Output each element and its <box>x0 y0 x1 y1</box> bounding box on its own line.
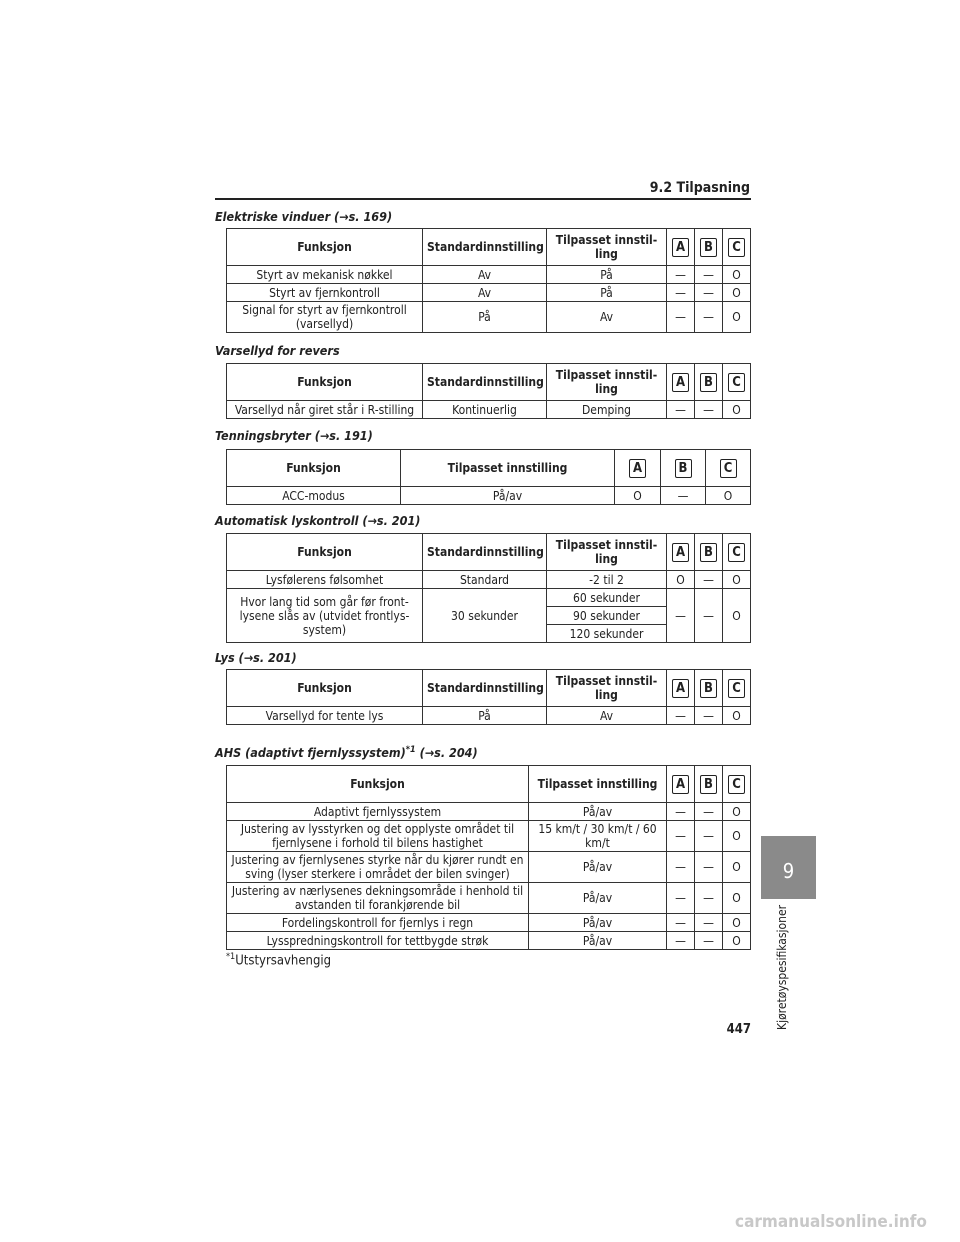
cell-b: — <box>695 932 723 950</box>
col-header-b <box>695 364 723 401</box>
col-header-default: Standardinnstilling <box>423 670 547 707</box>
cell-b: — <box>695 803 723 821</box>
cell-a: — <box>667 914 695 932</box>
cell-function: Adaptivt fjernlyssystem <box>227 803 529 821</box>
cell-b: — <box>695 589 723 643</box>
table-row <box>227 302 751 333</box>
cell-b: — <box>695 302 723 333</box>
cell-c: O <box>723 589 751 643</box>
cell-b: — <box>695 821 723 852</box>
table-row <box>227 487 751 505</box>
cell-function: Styrt av fjernkontroll <box>227 284 423 302</box>
cell-function: ACC-modus <box>227 487 401 505</box>
cell-c: O <box>723 803 751 821</box>
table-row <box>227 401 751 419</box>
badge-a: A <box>672 775 689 794</box>
cell-a: — <box>667 401 695 419</box>
badge-c: C <box>720 459 737 478</box>
cell-function: Varsellyd når giret står i R-stilling <box>227 401 423 419</box>
cell-custom: På/av <box>529 852 667 883</box>
col-header-function: Funksjon <box>227 766 529 803</box>
cell-a: — <box>667 932 695 950</box>
badge-a: A <box>672 543 689 562</box>
table-row <box>227 821 751 852</box>
badge-b: B <box>700 775 717 794</box>
table-lights <box>226 669 751 725</box>
cell-default: Av <box>423 284 547 302</box>
cell-a: — <box>667 707 695 725</box>
section-title-ignition: Tenningsbryter (→s. 191) <box>215 428 373 443</box>
cell-function: Lysfølerens følsomhet <box>227 571 423 589</box>
col-header-custom: Tilpasset innstilling <box>529 766 667 803</box>
cell-b: — <box>695 914 723 932</box>
section-title-lights: Lys (→s. 201) <box>215 650 297 665</box>
cell-custom: På <box>547 266 667 284</box>
cell-custom: På/av <box>529 803 667 821</box>
table-windows <box>226 228 751 333</box>
cell-default: Standard <box>423 571 547 589</box>
col-header-c <box>723 766 751 803</box>
col-header-a <box>667 364 695 401</box>
table-ignition <box>226 449 751 505</box>
cell-default: På <box>423 707 547 725</box>
col-header-b <box>695 670 723 707</box>
badge-b: B <box>700 238 717 257</box>
badge-a: A <box>672 238 689 257</box>
page-number: 447 <box>726 1022 751 1037</box>
table-row <box>227 707 751 725</box>
cell-default: Kontinuerlig <box>423 401 547 419</box>
cell-custom: 60 sekunder <box>547 589 667 607</box>
cell-default: Av <box>423 266 547 284</box>
chapter-side-label: Kjøretøyspesifikasjoner <box>775 904 789 1030</box>
cell-b: — <box>695 883 723 914</box>
col-header-b <box>695 766 723 803</box>
cell-function: Varsellyd for tente lys <box>227 707 423 725</box>
badge-c: C <box>728 679 745 698</box>
cell-c: O <box>723 302 751 333</box>
header-rule <box>215 198 751 200</box>
chapter-tab: 9 <box>761 836 816 899</box>
badge-c: C <box>728 543 745 562</box>
table-row <box>227 284 751 302</box>
table-row <box>227 914 751 932</box>
col-header-b <box>695 534 723 571</box>
watermark: carmanualsonline.info <box>735 1212 927 1232</box>
col-header-c <box>723 364 751 401</box>
cell-default: På <box>423 302 547 333</box>
cell-custom: På/av <box>529 932 667 950</box>
table-header-row <box>227 766 751 803</box>
badge-b: B <box>675 459 692 478</box>
cell-c: O <box>723 932 751 950</box>
cell-a: — <box>667 589 695 643</box>
cell-function: Fordelingskontroll for fjernlys i regn <box>227 914 529 932</box>
col-header-a <box>615 450 661 487</box>
section-title-ahs <box>215 745 478 760</box>
cell-a: — <box>667 883 695 914</box>
cell-c: O <box>706 487 751 505</box>
cell-c: O <box>723 284 751 302</box>
section-title-autolight: Automatisk lyskontroll (→s. 201) <box>215 513 421 528</box>
col-header-default: Standardinnstilling <box>423 364 547 401</box>
cell-function: Lysspredningskontroll for tettbygde strøk <box>227 932 529 950</box>
col-header-function: Funksjon <box>227 670 423 707</box>
cell-c: O <box>723 852 751 883</box>
cell-a: — <box>667 266 695 284</box>
footnote-marker: *1 <box>226 952 236 962</box>
col-header-default: Standardinnstilling <box>423 534 547 571</box>
table-header-row <box>227 364 751 401</box>
cell-function: Signal for styrt av fjernkontroll (varsellyd) <box>227 302 423 333</box>
cell-a: — <box>667 803 695 821</box>
cell-a: — <box>667 821 695 852</box>
table-header-row <box>227 450 751 487</box>
section-title-reverse: Varsellyd for revers <box>215 343 340 358</box>
cell-function: Styrt av mekanisk nøkkel <box>227 266 423 284</box>
col-header-custom: Tilpasset innstil- ling <box>547 670 667 707</box>
badge-a: A <box>672 679 689 698</box>
table-autolight <box>226 533 751 643</box>
table-header-row <box>227 534 751 571</box>
cell-c: O <box>723 914 751 932</box>
col-header-c <box>723 534 751 571</box>
col-header-a <box>667 766 695 803</box>
badge-c: C <box>728 775 745 794</box>
col-header-c <box>723 229 751 266</box>
cell-custom: Demping <box>547 401 667 419</box>
cell-custom: På <box>547 284 667 302</box>
table-row <box>227 803 751 821</box>
table-row <box>227 932 751 950</box>
cell-default: 30 sekunder <box>423 589 547 643</box>
footnote-text: Utstyrsavhengig <box>235 953 332 969</box>
col-header-a <box>667 534 695 571</box>
cell-function: Justering av nærlysenes dekningsområde i henhold til avstanden til forankjørende bil <box>227 883 529 914</box>
table-header-row <box>227 670 751 707</box>
badge-a: A <box>672 373 689 392</box>
col-header-c <box>723 670 751 707</box>
cell-custom: På/av <box>529 883 667 914</box>
cell-c: O <box>723 821 751 852</box>
badge-a: A <box>629 459 646 478</box>
cell-b: — <box>695 852 723 883</box>
footnote <box>226 952 331 968</box>
section-title-windows: Elektriske vinduer (→s. 169) <box>215 209 393 224</box>
cell-function: Justering av fjernlysenes styrke når du kjører rundt en sving (lyser sterkere i området der bilen svinger) <box>227 852 529 883</box>
cell-c: O <box>723 571 751 589</box>
col-header-function: Funksjon <box>227 229 423 266</box>
cell-custom: 90 sekunder <box>547 607 667 625</box>
cell-function: Hvor lang tid som går før front-lysene slås av (utvidet frontlys-system) <box>227 589 423 643</box>
table-row <box>227 589 751 607</box>
cell-custom: 15 km/t / 30 km/t / 60 km/t <box>529 821 667 852</box>
table-row <box>227 266 751 284</box>
col-header-default: Standardinnstilling <box>423 229 547 266</box>
cell-a: — <box>667 302 695 333</box>
cell-b: — <box>695 284 723 302</box>
col-header-c <box>706 450 751 487</box>
col-header-a <box>667 229 695 266</box>
badge-b: B <box>700 373 717 392</box>
cell-custom: Av <box>547 302 667 333</box>
col-header-function: Funksjon <box>227 450 401 487</box>
cell-c: O <box>723 266 751 284</box>
table-row <box>227 571 751 589</box>
cell-a: — <box>667 852 695 883</box>
col-header-b <box>695 229 723 266</box>
cell-b: — <box>661 487 706 505</box>
footnote-marker: *1 <box>405 745 416 755</box>
cell-custom: 120 sekunder <box>547 625 667 643</box>
col-header-function: Funksjon <box>227 364 423 401</box>
cell-custom: Av <box>547 707 667 725</box>
table-row <box>227 883 751 914</box>
cell-c: O <box>723 707 751 725</box>
section-title-ahs-main: AHS (adaptivt fjernlyssystem) <box>215 745 406 761</box>
cell-b: — <box>695 266 723 284</box>
col-header-custom: Tilpasset innstil- ling <box>547 534 667 571</box>
badge-c: C <box>728 238 745 257</box>
col-header-custom: Tilpasset innstil- ling <box>547 229 667 266</box>
cell-b: — <box>695 571 723 589</box>
cell-a: O <box>615 487 661 505</box>
table-ahs <box>226 765 751 950</box>
col-header-function: Funksjon <box>227 534 423 571</box>
col-header-b <box>661 450 706 487</box>
badge-b: B <box>700 543 717 562</box>
cell-b: — <box>695 707 723 725</box>
cell-a: — <box>667 284 695 302</box>
cell-c: O <box>723 401 751 419</box>
header-section-title: 9.2 Tilpasning <box>649 180 750 196</box>
col-header-custom: Tilpasset innstilling <box>401 450 615 487</box>
table-row <box>227 852 751 883</box>
cell-a: O <box>667 571 695 589</box>
table-header-row <box>227 229 751 266</box>
cell-custom: -2 til 2 <box>547 571 667 589</box>
col-header-a <box>667 670 695 707</box>
cell-function: Justering av lysstyrken og det opplyste området til fjernlysene i forhold til bilens hastighet <box>227 821 529 852</box>
cell-b: — <box>695 401 723 419</box>
section-title-ahs-ref: (→s. 204) <box>415 745 478 761</box>
cell-custom: På/av <box>529 914 667 932</box>
cell-c: O <box>723 883 751 914</box>
col-header-custom: Tilpasset innstil- ling <box>547 364 667 401</box>
badge-b: B <box>700 679 717 698</box>
badge-c: C <box>728 373 745 392</box>
cell-custom: På/av <box>401 487 615 505</box>
table-reverse <box>226 363 751 419</box>
